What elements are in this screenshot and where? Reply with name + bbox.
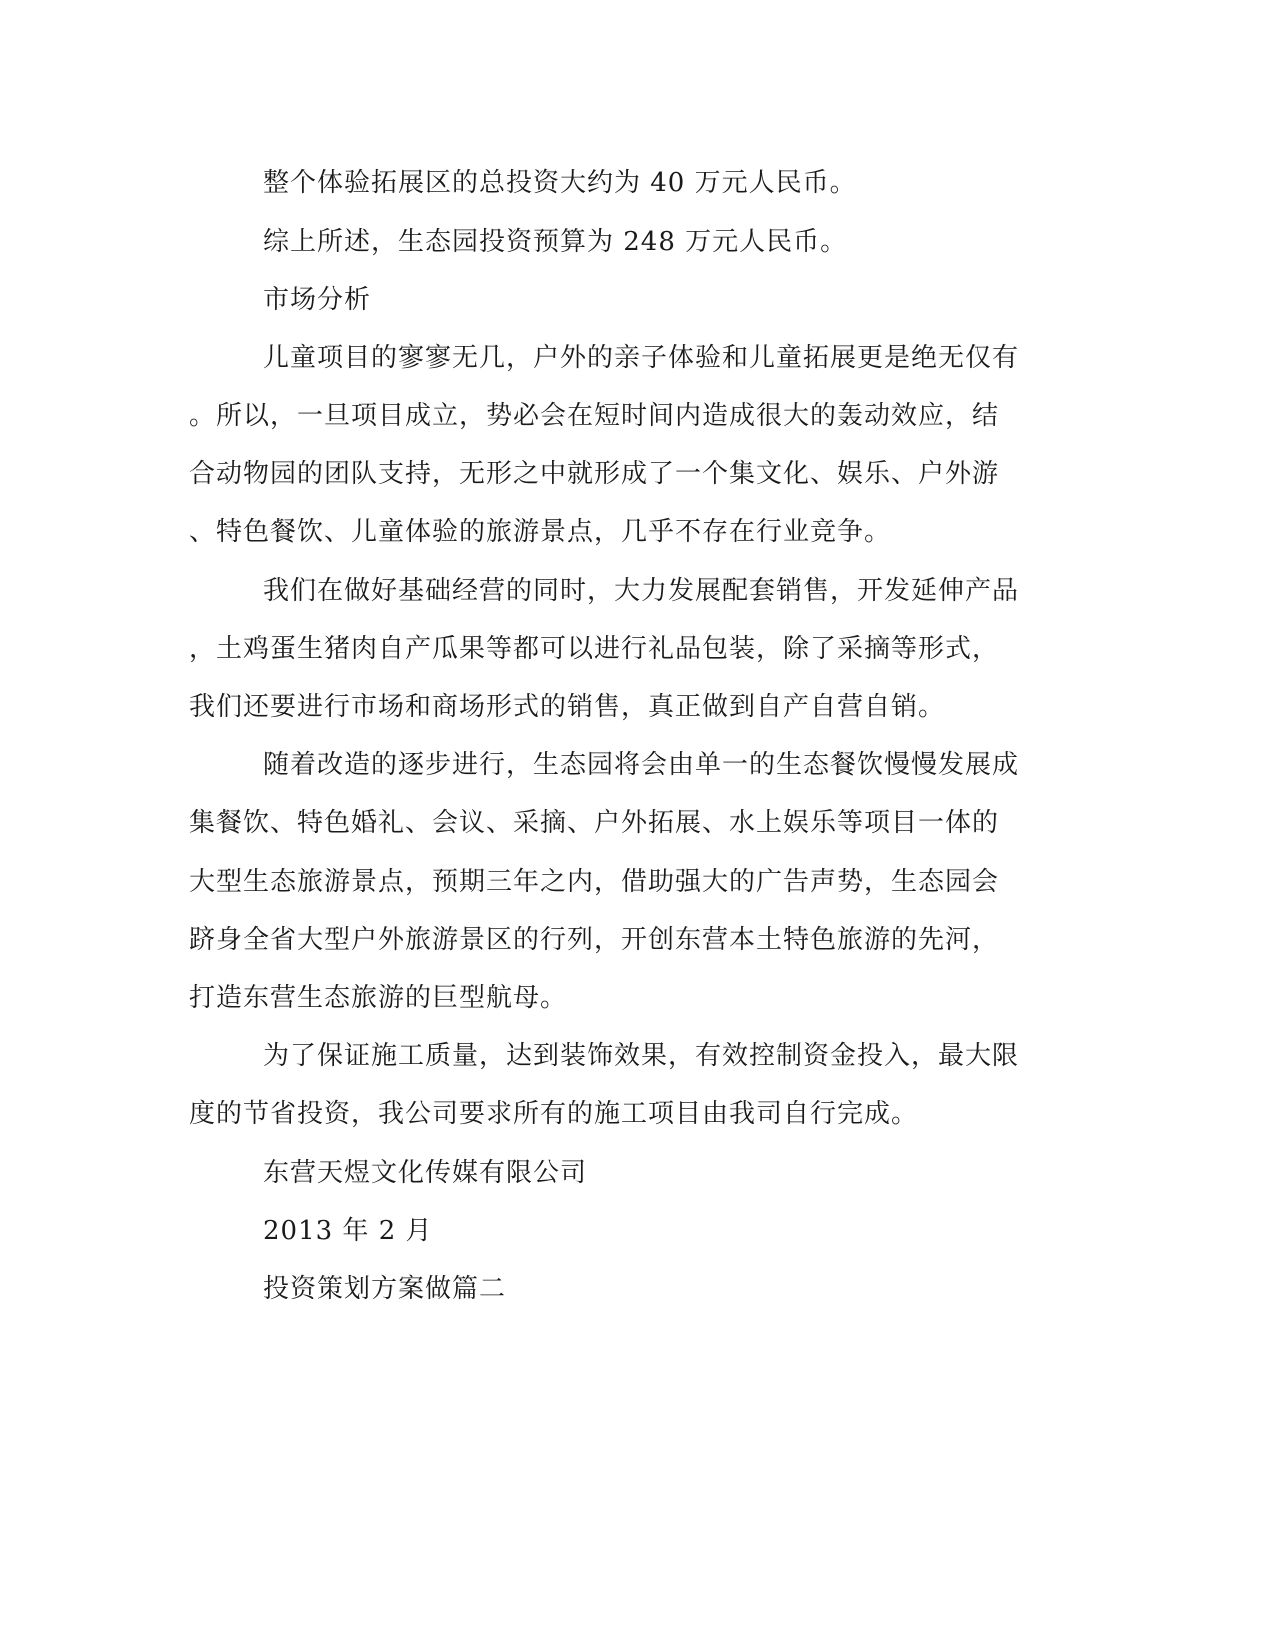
paragraph-line: 为了保证施工质量，达到装饰效果，有效控制资金投入，最大限 xyxy=(263,1041,1020,1071)
paragraph-line: 集餐饮、特色婚礼、会议、采摘、户外拓展、水上娱乐等项目一体的 xyxy=(189,808,1000,838)
paragraph-line: 、特色餐饮、儿童体验的旅游景点，几乎不存在行业竞争。 xyxy=(189,517,892,547)
paragraph-line: 儿童项目的寥寥无几，户外的亲子体验和儿童拓展更是绝无仅有 xyxy=(263,343,1020,373)
paragraph-line: 随着改造的逐步进行，生态园将会由单一的生态餐饮慢慢发展成 xyxy=(263,750,1020,780)
paragraph-line: 。所以，一旦项目成立，势必会在短时间内造成很大的轰动效应，结 xyxy=(189,401,1000,431)
paragraph-line: 大型生态旅游景点，预期三年之内，借助强大的广告声势，生态园会 xyxy=(189,867,1000,897)
document-date: 2013 年 2 月 xyxy=(263,1216,433,1246)
paragraph-line: 合动物园的团队支持，无形之中就形成了一个集文化、娱乐、户外游 xyxy=(189,459,1000,489)
paragraph-line: 综上所述，生态园投资预算为 248 万元人民币。 xyxy=(263,227,848,257)
section-heading: 投资策划方案做篇二 xyxy=(263,1274,507,1304)
paragraph-line: 我们还要进行市场和商场形式的销售，真正做到自产自营自销。 xyxy=(189,692,946,722)
section-heading: 市场分析 xyxy=(263,285,372,315)
paragraph-line: 我们在做好基础经营的同时，大力发展配套销售，开发延伸产品 xyxy=(263,576,1020,606)
paragraph-line: 度的节省投资，我公司要求所有的施工项目由我司自行完成。 xyxy=(189,1099,919,1129)
paragraph-line: ，土鸡蛋生猪肉自产瓜果等都可以进行礼品包装，除了采摘等形式， xyxy=(189,634,1000,664)
paragraph-line: 跻身全省大型户外旅游景区的行列，开创东营本土特色旅游的先河， xyxy=(189,925,1000,955)
company-name: 东营天煜文化传媒有限公司 xyxy=(263,1158,588,1188)
paragraph-line: 整个体验拓展区的总投资大约为 40 万元人民币。 xyxy=(263,168,857,198)
paragraph-line: 打造东营生态旅游的巨型航母。 xyxy=(189,983,568,1013)
